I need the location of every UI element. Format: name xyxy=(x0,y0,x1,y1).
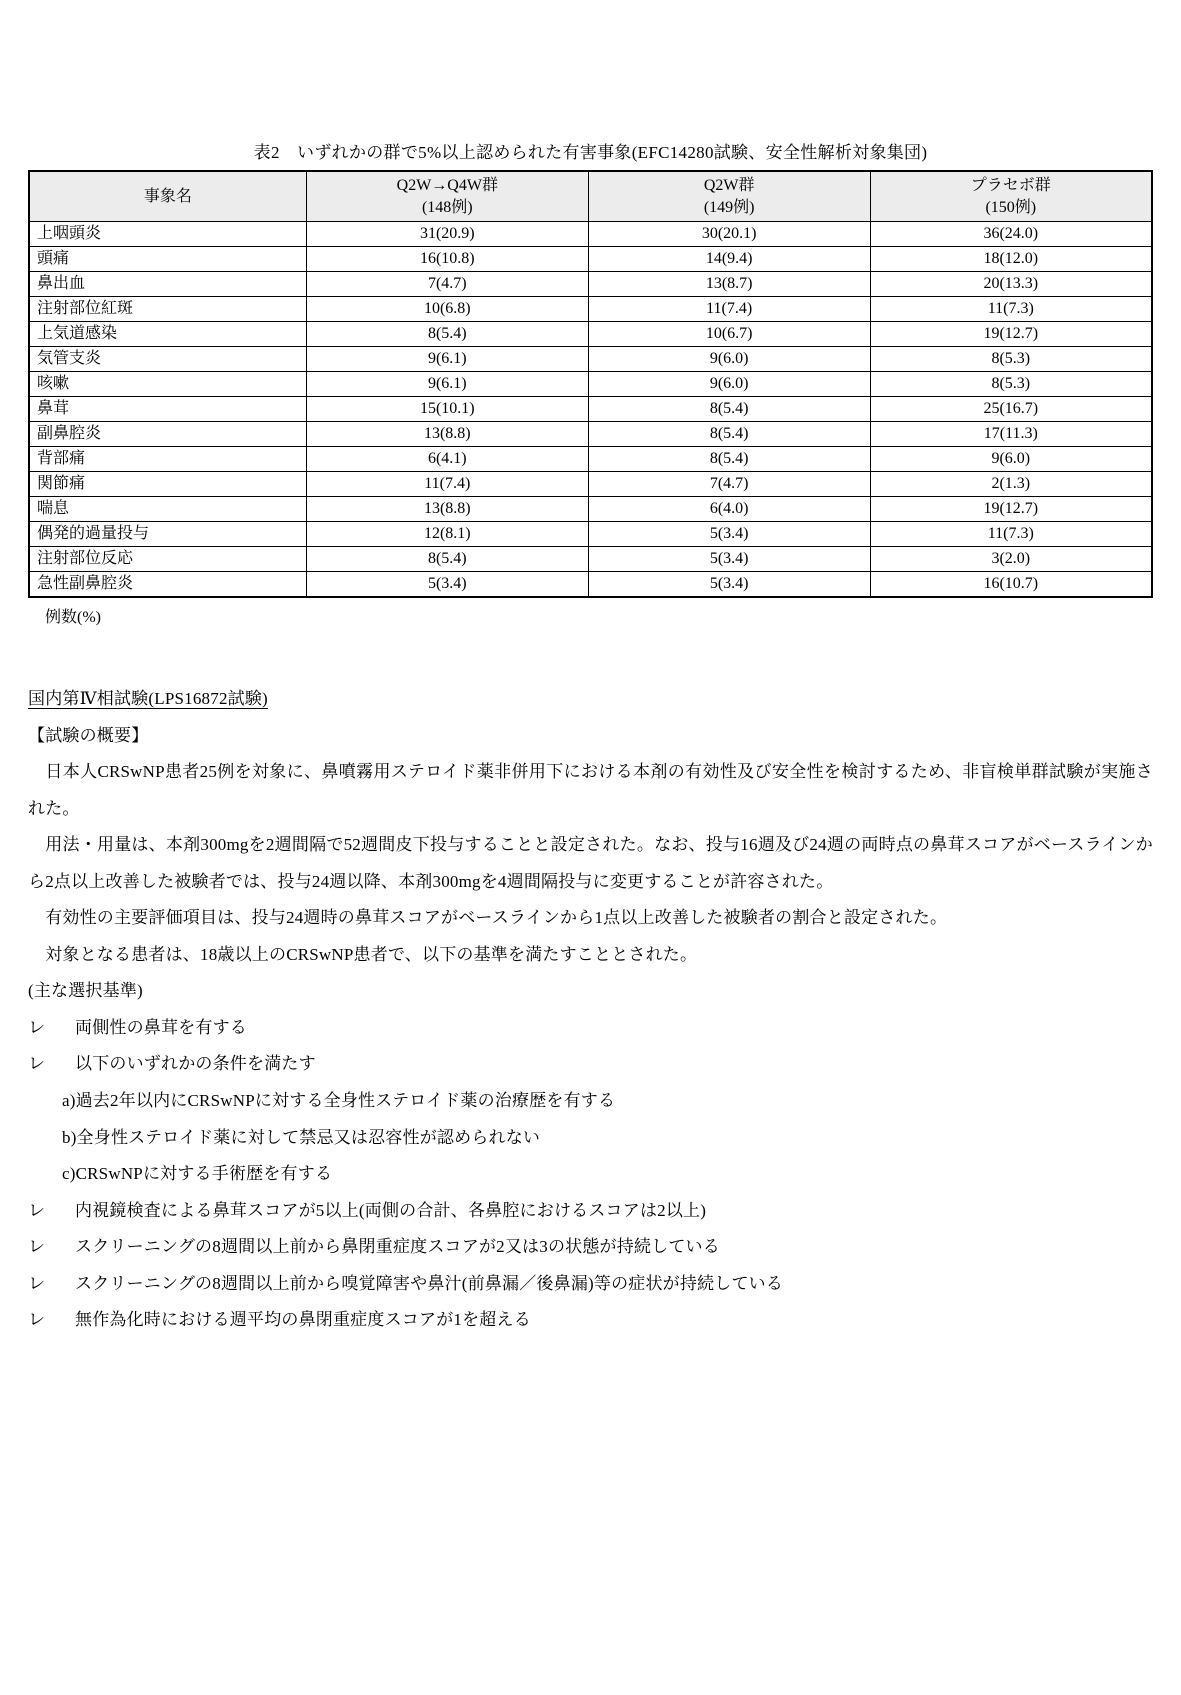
placebo-cell: 3(2.0) xyxy=(870,547,1152,572)
criteria-subitem: a)過去2年以内にCRSwNPに対する全身性ステロイド薬の治療歴を有する xyxy=(62,1091,616,1111)
q2w-q4w-cell: 8(5.4) xyxy=(306,547,588,572)
q2w-q4w-cell: 8(5.4) xyxy=(306,322,588,347)
q2w-cell: 9(6.0) xyxy=(588,347,870,372)
table-row xyxy=(29,572,1152,598)
group-name: Q2W群 xyxy=(703,177,755,195)
group-name: プラセボ群 xyxy=(970,177,1051,195)
check-mark: レ xyxy=(28,1310,46,1330)
criteria-subitem: c)CRSwNPに対する手術歴を有する xyxy=(62,1164,333,1184)
table-title: 表2 いずれかの群で5%以上認められた有害事象(EFC14280試験、安全性解析対象集団) xyxy=(253,143,928,162)
group-n: (149例) xyxy=(703,198,755,216)
q2w-cell: 8(5.4) xyxy=(588,447,870,472)
criteria-text: 無作為化時における週平均の鼻閉重症度スコアが1を超える xyxy=(75,1310,531,1330)
event-cell: 上気道感染 xyxy=(29,322,306,347)
event-cell: 注射部位反応 xyxy=(29,547,306,572)
event-cell: 副鼻腔炎 xyxy=(29,422,306,447)
q2w-cell: 5(3.4) xyxy=(588,572,870,598)
section-subheading: 【試験の概要】 xyxy=(28,725,149,745)
group-n: (148例) xyxy=(421,198,473,216)
q2w-cell: 11(7.4) xyxy=(588,297,870,322)
table-row xyxy=(29,247,1152,272)
q2w-q4w-cell: 13(8.8) xyxy=(306,497,588,522)
section-heading: 国内第Ⅳ相試験(LPS16872試験) xyxy=(28,689,268,708)
table-row xyxy=(29,472,1152,497)
q2w-q4w-cell: 31(20.9) xyxy=(306,222,588,247)
placebo-cell: 36(24.0) xyxy=(870,222,1152,247)
table-row xyxy=(29,397,1152,422)
event-cell: 咳嗽 xyxy=(29,372,306,397)
event-cell: 鼻茸 xyxy=(29,397,306,422)
event-cell: 鼻出血 xyxy=(29,272,306,297)
event-cell: 気管支炎 xyxy=(29,347,306,372)
header-event-name: 事象名 xyxy=(29,171,306,222)
q2w-q4w-cell: 11(7.4) xyxy=(306,472,588,497)
placebo-cell: 11(7.3) xyxy=(870,522,1152,547)
table-row xyxy=(29,347,1152,372)
paragraph-endpoint: 有効性の主要評価項目は、投与24週時の鼻茸スコアがベースラインから1点以上改善した被験者の割合と設定された。 xyxy=(28,908,948,928)
paragraph-patients: 対象となる患者は、18歳以上のCRSwNP患者で、以下の基準を満たすこととされた。 xyxy=(28,944,698,964)
group-n: (150例) xyxy=(985,198,1037,216)
q2w-q4w-cell: 9(6.1) xyxy=(306,347,588,372)
placebo-cell: 9(6.0) xyxy=(870,447,1152,472)
criteria-text: 内視鏡検査による鼻茸スコアが5以上(両側の合計、各鼻腔におけるスコアは2以上) xyxy=(75,1200,707,1220)
paragraph-dosage: 用法・用量は、本剤300mgを2週間隔で52週間皮下投与することと設定された。なお、投与16週及び24週の両時点の鼻茸スコアがベースラインから2点以上改善した被験者では、投与24週以降、本剤300mgを4週間隔投与に変更することが許容された。 xyxy=(28,835,1153,891)
placebo-cell: 25(16.7) xyxy=(870,397,1152,422)
criteria-text: 以下のいずれかの条件を満たす xyxy=(75,1054,316,1074)
q2w-q4w-cell: 9(6.1) xyxy=(306,372,588,397)
q2w-cell: 8(5.4) xyxy=(588,397,870,422)
q2w-cell: 6(4.0) xyxy=(588,497,870,522)
q2w-q4w-cell: 12(8.1) xyxy=(306,522,588,547)
check-mark: レ xyxy=(28,1054,46,1074)
event-cell: 注射部位紅斑 xyxy=(29,297,306,322)
q2w-cell: 8(5.4) xyxy=(588,422,870,447)
q2w-q4w-cell: 16(10.8) xyxy=(306,247,588,272)
q2w-cell: 9(6.0) xyxy=(588,372,870,397)
paragraph-overview: 日本人CRSwNP患者25例を対象に、鼻噴霧用ステロイド薬非併用下における本剤の有効性及び安全性を検討するため、非盲検単群試験が実施された。 xyxy=(28,762,1153,818)
q2w-cell: 5(3.4) xyxy=(588,522,870,547)
placebo-cell: 17(11.3) xyxy=(870,422,1152,447)
placebo-cell: 18(12.0) xyxy=(870,247,1152,272)
placebo-cell: 11(7.3) xyxy=(870,297,1152,322)
table-row xyxy=(29,497,1152,522)
criteria-subitem: b)全身性ステロイド薬に対して禁忌又は忍容性が認められない xyxy=(62,1127,541,1147)
q2w-q4w-cell: 13(8.8) xyxy=(306,422,588,447)
table-header-row xyxy=(29,171,1152,222)
criteria-label: (主な選択基準) xyxy=(28,981,143,1001)
placebo-cell: 19(12.7) xyxy=(870,497,1152,522)
q2w-q4w-cell: 7(4.7) xyxy=(306,272,588,297)
criteria-text: スクリーニングの8週間以上前から鼻閉重症度スコアが2又は3の状態が持続している xyxy=(75,1237,720,1257)
selection-criteria-list xyxy=(28,1010,1153,1339)
check-mark: レ xyxy=(28,1017,46,1037)
q2w-cell: 7(4.7) xyxy=(588,472,870,497)
criteria-text: 両側性の鼻茸を有する xyxy=(75,1017,247,1037)
event-cell: 頭痛 xyxy=(29,247,306,272)
q2w-q4w-cell: 15(10.1) xyxy=(306,397,588,422)
adverse-events-table xyxy=(28,170,1153,598)
check-mark: レ xyxy=(28,1237,46,1257)
header-group-q2w-q4w xyxy=(306,171,588,222)
placebo-cell: 16(10.7) xyxy=(870,572,1152,598)
table-row xyxy=(29,297,1152,322)
q2w-cell: 14(9.4) xyxy=(588,247,870,272)
table-row xyxy=(29,272,1152,297)
placebo-cell: 20(13.3) xyxy=(870,272,1152,297)
placebo-cell: 2(1.3) xyxy=(870,472,1152,497)
table-row xyxy=(29,547,1152,572)
table-row xyxy=(29,372,1152,397)
q2w-cell: 10(6.7) xyxy=(588,322,870,347)
event-cell: 関節痛 xyxy=(29,472,306,497)
criteria-item xyxy=(28,1302,1153,1339)
q2w-cell: 30(20.1) xyxy=(588,222,870,247)
event-cell: 上咽頭炎 xyxy=(29,222,306,247)
q2w-q4w-cell: 6(4.1) xyxy=(306,447,588,472)
header-group-placebo xyxy=(870,171,1152,222)
event-cell: 背部痛 xyxy=(29,447,306,472)
table-row xyxy=(29,222,1152,247)
event-cell: 喘息 xyxy=(29,497,306,522)
check-mark: レ xyxy=(28,1273,46,1293)
group-name: Q2W→Q4W群 xyxy=(396,177,498,195)
table-row xyxy=(29,522,1152,547)
phase4-trial-section xyxy=(28,681,1153,1339)
criteria-item xyxy=(28,1229,1153,1266)
table-row xyxy=(29,447,1152,472)
placebo-cell: 8(5.3) xyxy=(870,347,1152,372)
table-footnote: 例数(%) xyxy=(45,609,101,626)
table-row xyxy=(29,322,1152,347)
placebo-cell: 19(12.7) xyxy=(870,322,1152,347)
event-cell: 急性副鼻腔炎 xyxy=(29,572,306,598)
event-cell: 偶発的過量投与 xyxy=(29,522,306,547)
criteria-item xyxy=(28,1046,1153,1083)
check-mark: レ xyxy=(28,1200,46,1220)
table-row xyxy=(29,422,1152,447)
criteria-item xyxy=(28,1193,1153,1230)
criteria-item xyxy=(28,1010,1153,1047)
header-group-q2w xyxy=(588,171,870,222)
q2w-q4w-cell: 5(3.4) xyxy=(306,572,588,598)
placebo-cell: 8(5.3) xyxy=(870,372,1152,397)
criteria-text: スクリーニングの8週間以上前から嗅覚障害や鼻汁(前鼻漏／後鼻漏)等の症状が持続している xyxy=(75,1273,784,1293)
criteria-item xyxy=(28,1266,1153,1303)
q2w-q4w-cell: 10(6.8) xyxy=(306,297,588,322)
q2w-cell: 13(8.7) xyxy=(588,272,870,297)
q2w-cell: 5(3.4) xyxy=(588,547,870,572)
